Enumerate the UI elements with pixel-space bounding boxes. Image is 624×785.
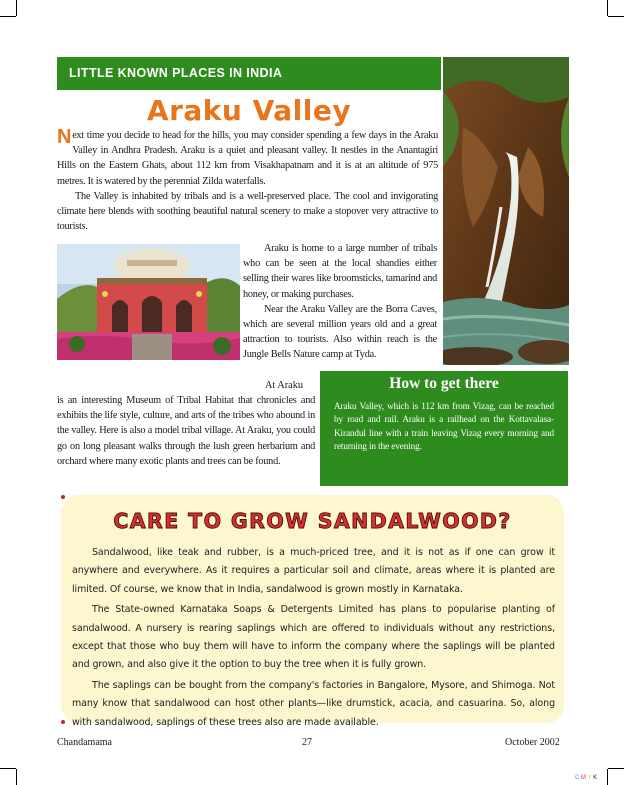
sandalwood-box bbox=[61, 495, 564, 728]
bullet-dot bbox=[61, 720, 65, 724]
cmyk-c: C bbox=[575, 775, 580, 781]
crop-mark bbox=[607, 0, 608, 16]
cmyk-marks bbox=[575, 775, 597, 781]
crop-mark bbox=[16, 769, 17, 785]
paragraph: The State-owned Karnataka Soaps & Detergents Limited has plans to popularise planting of sandalwood. A nursery is rearing saplings which are offered to individuals without any restrictions, except that those who buy them will have to inform the company where the saplings will be planted and grown, and also give it the option to buy the tree when it is fully grown. bbox=[72, 604, 555, 671]
crop-mark bbox=[608, 768, 624, 769]
drop-cap: N bbox=[57, 126, 72, 148]
paragraph: is an interesting Museum of Tribal Habitat that chronicles and exhibits the life style, culture, and arts of the tribes who abound in the valley. Here is also a model tribal village. At Araku, you could go on long pleasant walks through the lush green herbarium and orchard where many exotic plants and trees can be found. bbox=[57, 395, 315, 467]
sandalwood-title: CARE TO GROW SANDALWOOD? bbox=[113, 509, 512, 533]
paragraph: The Valley is inhabited by tribals and is a well-preserved place. The cool and invigorating climate here blends with soothing beautiful natural scenery to make a stopover very attractive to tourists. bbox=[57, 190, 438, 233]
bullet-dot bbox=[61, 495, 65, 499]
museum-photo bbox=[57, 244, 240, 360]
how-to-get-there-box bbox=[320, 371, 568, 486]
footer-page-number: 27 bbox=[302, 737, 312, 748]
paragraph: ext time you decide to head for the hills, you may consider spending a few days in the Araku Valley in Andhra Pradesh. Araku is a quiet and pleasant valley. It nestles in the Anantagiri Hills on the Eastern Ghats, about 112 km from Visakhapatnam and it is at an altitude of 975 metres. It is watered by the perennial Zilda waterfalls. bbox=[57, 130, 438, 187]
crop-mark bbox=[16, 0, 17, 16]
waterfall-photo bbox=[443, 57, 569, 365]
article-title: Araku Valley bbox=[146, 94, 352, 127]
article-column-left bbox=[57, 393, 315, 469]
paragraph: Sandalwood, like teak and rubber, is a much-priced tree, and it is not as if one can grow it anywhere and everywhere. As it requires a particular soil and climate, areas where it is planted are limited. Of course, we know that in India, sandalwood is grown mostly in Karnataka. bbox=[72, 547, 555, 595]
crop-mark bbox=[607, 769, 608, 785]
cmyk-y: Y bbox=[587, 775, 592, 781]
footer-magazine: Chandamama bbox=[57, 737, 112, 748]
paragraph: The saplings can be bought from the company's factories in Bangalore, Mysore, and Shimoga. Not many know that sandalwood can host other plants—like drumstick, acacia, and casuarina. So, along with sandalwood, saplings of these trees also are made available. bbox=[72, 679, 555, 728]
article-intro bbox=[57, 128, 438, 234]
footer-date: October 2002 bbox=[505, 737, 560, 748]
paragraph-lead: At Araku bbox=[265, 380, 304, 391]
box-text: Araku Valley, which is 112 km from Vizag, can be reached by road and rail. Araku is a railhead on the Kottavalasa-Kirandul line with a train leaving Vizag every morning and returning in the evening. bbox=[334, 401, 554, 452]
paragraph: Near the Araku Valley are the Borra Caves, which are several million years old and a great attraction to tourists. Also within reach is the Jungle Bells Nature camp at Tyda. bbox=[243, 303, 437, 361]
crop-mark bbox=[0, 768, 16, 769]
cmyk-k: K bbox=[593, 775, 598, 781]
sandalwood-body bbox=[72, 544, 555, 734]
paragraph: Araku is home to a large number of tribals who can be seen at the local shandies either selling their wares like broomsticks, tamarind and honey, or making purchases. bbox=[243, 243, 437, 300]
article-column-right bbox=[243, 241, 437, 363]
crop-mark bbox=[0, 16, 16, 17]
cmyk-m: M bbox=[581, 775, 587, 781]
box-title: How to get there bbox=[389, 375, 499, 392]
section-banner: LITTLE KNOWN PLACES IN INDIA bbox=[57, 57, 441, 90]
crop-mark bbox=[608, 16, 624, 17]
